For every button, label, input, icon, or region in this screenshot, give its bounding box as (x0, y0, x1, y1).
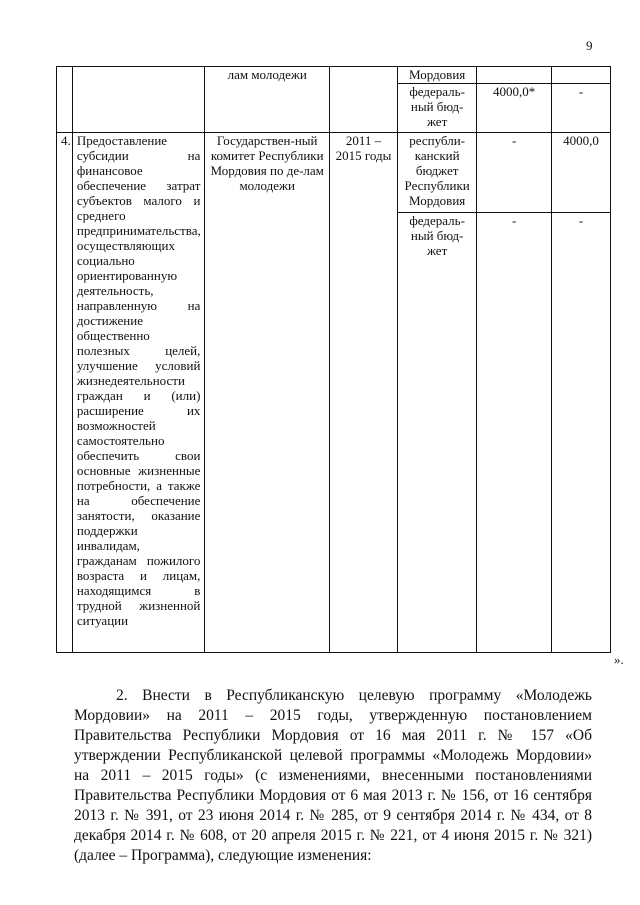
value-cell (477, 67, 552, 84)
row-number: 4. (57, 133, 73, 653)
source-cell: Мордовия (397, 67, 476, 84)
source-cell: республи-канский бюджет Республики Мордовия (397, 133, 476, 213)
value-cell: 4000,0 (552, 133, 611, 213)
value-cell: - (552, 213, 611, 653)
value-cell: - (552, 84, 611, 133)
executor-cell: лам молодежи (205, 67, 330, 133)
value-cell: - (477, 213, 552, 653)
executor-cell: Государствен-ный комитет Республики Мордовия по де-лам молодежи (205, 133, 330, 653)
value-cell (552, 67, 611, 84)
paragraph-text: 2. Внести в Республиканскую целевую программу «Молодежь Мордовии» на 2011 – 2015 годы, утвержденную постановлением Правительства Республики Мордовия от 16 мая 2011 г. № 157 «Об утверждении Республиканской целевой программы «Молодежь Мордовии» на 2011 – 2015 годы» (с изменениями, внесенными постановлениями Правительства Республики Мордовия от 6 мая 2013 г. № 156, от 16 сентября 2013 г. № 391, от 23 июня 2014 г. № 285, от 9 сентября 2014 г. № 434, от 8 декабря 2014 г. № 608, от 20 апреля 2015 г. № 221, от 4 июня 2015 г. № 321) (далее – Программа), следующие изменения: (74, 687, 592, 864)
program-table (56, 66, 611, 653)
closing-quote: ». (614, 652, 624, 667)
desc-cell (72, 67, 205, 133)
source-cell: федераль-ный бюд-жет (397, 84, 476, 133)
years-cell: 2011 – 2015 годы (330, 133, 398, 653)
table-row (57, 133, 611, 213)
years-cell (330, 67, 398, 133)
measure-description: Предоставление субсидии на финансовое обеспечение затрат субъектов малого и среднего предпринимательства, осуществляющих социально ориентированную деятельность, направленную на достижение общественно полезных целей, улучшение условий жизнедеятельности граждан и (или) расширение их возможностей самостоятельно обеспечить свои основные жизненные потребности, а также на обеспечение занятости, оказание поддержки инвалидам, гражданам пожилого возраста и лицам, находящимся в трудной жизненной ситуации (72, 133, 205, 653)
table-row (57, 67, 611, 84)
value-cell: 4000,0* (477, 84, 552, 133)
num-cell (57, 67, 73, 133)
amendment-paragraph (74, 686, 592, 866)
page-number: 9 (586, 38, 593, 53)
source-cell: федераль-ный бюд-жет (397, 213, 476, 653)
value-cell: - (477, 133, 552, 213)
